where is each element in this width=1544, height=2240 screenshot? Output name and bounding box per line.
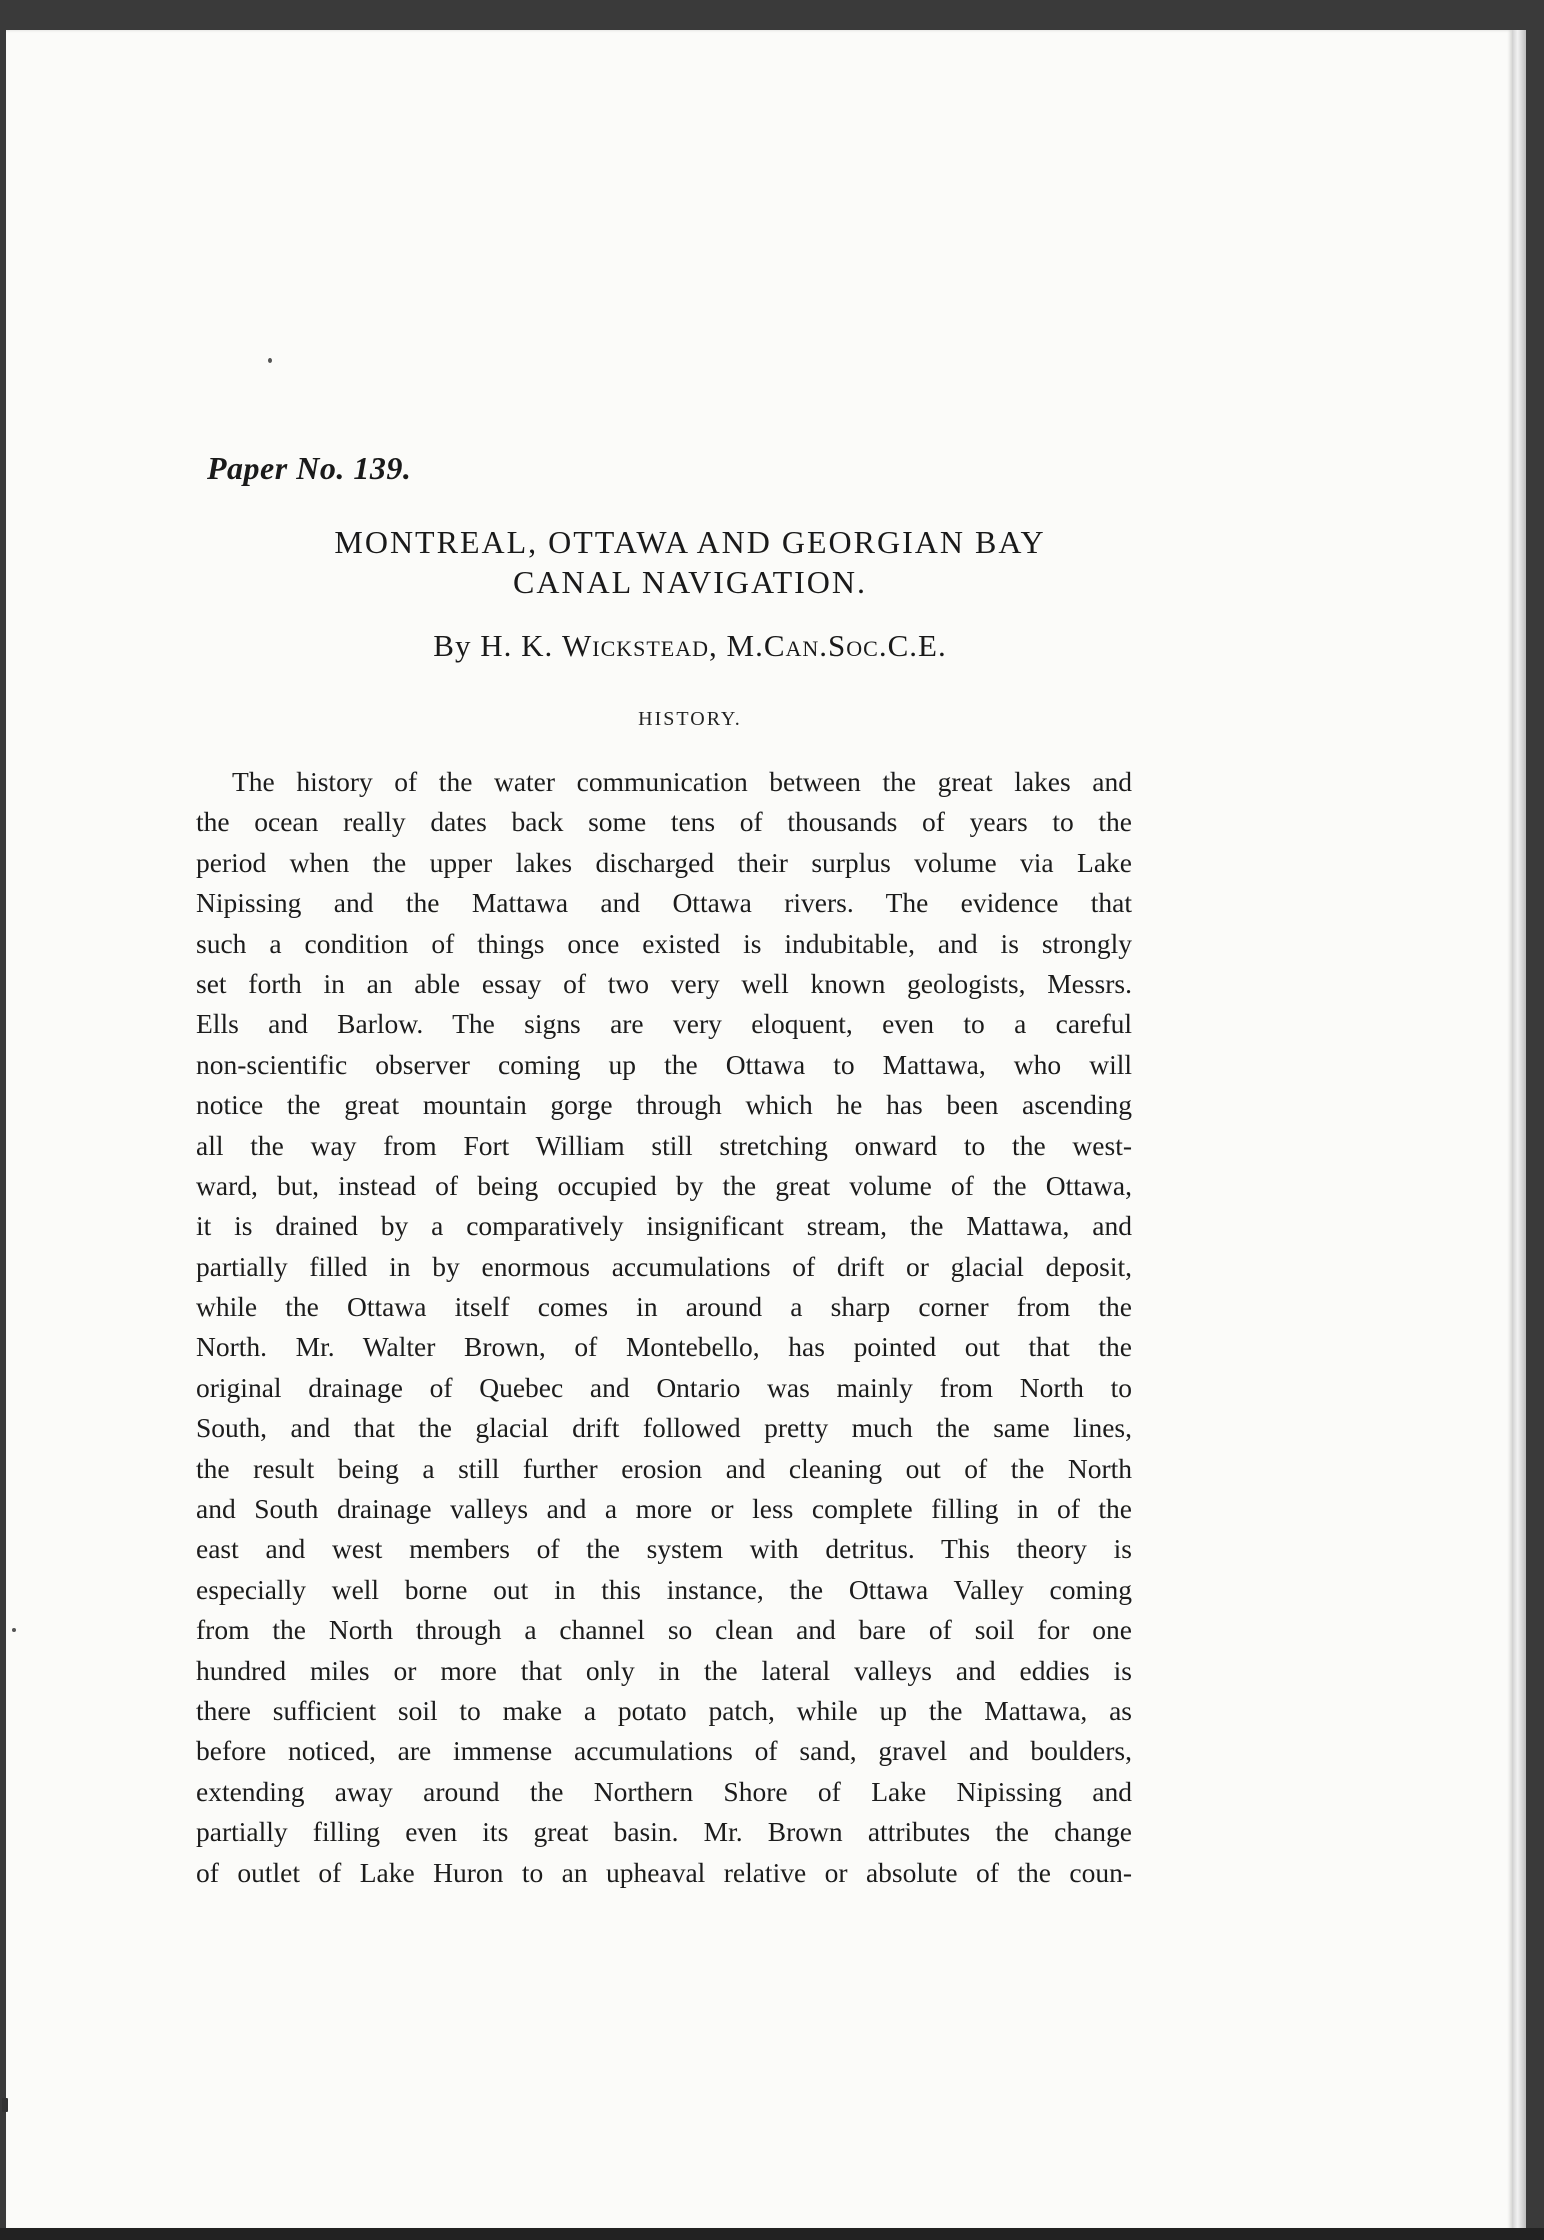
title-line-1: MONTREAL, OTTAWA AND GEORGIAN BAY [334, 524, 1046, 560]
paragraph-line: the result being a still further erosion and cleaning out of the North [196, 1452, 1132, 1484]
paragraph-line: especially well borne out in this instance, the Ottawa Valley coming [196, 1573, 1132, 1605]
section-heading: HISTORY. [638, 708, 742, 730]
article-title [190, 522, 1190, 602]
author-name: Wickstead, [561, 628, 718, 663]
byline-prefix: By H. K. [433, 628, 554, 663]
paragraph-line: from the North through a channel so clean and bare of soil for one [196, 1614, 1132, 1646]
paragraph-line: while the Ottawa itself comes in around a sharp corner from the [196, 1291, 1132, 1323]
scan-bottom-edge [0, 2228, 1544, 2240]
title-line-2: CANAL NAVIGATION. [513, 564, 867, 600]
paragraph-line: ward, but, instead of being occupied by the great volume of the Ottawa, [196, 1169, 1132, 1201]
paragraph-line: North. Mr. Walter Brown, of Montebello, has pointed out that the [196, 1331, 1132, 1363]
scan-speck [2, 2098, 8, 2112]
paragraph-line: South, and that the glacial drift followed pretty much the same lines, [196, 1412, 1132, 1444]
paragraph-line: period when the upper lakes discharged their surplus volume via Lake [196, 846, 1132, 878]
paragraph-line: set forth in an able essay of two very well known geologists, Messrs. [196, 967, 1132, 999]
paragraph-line: Nipissing and the Mattawa and Ottawa rivers. The evidence that [196, 887, 1132, 919]
author-credential: M.Can.Soc.C.E. [726, 628, 947, 663]
scan-speck [12, 1628, 16, 1632]
paragraph-line: before noticed, are immense accumulations of sand, gravel and boulders, [196, 1735, 1132, 1767]
paragraph-line: notice the great mountain gorge through which he has been ascending [196, 1089, 1132, 1121]
paragraph-line: non-scientific observer coming up the Ottawa to Mattawa, who will [196, 1048, 1132, 1080]
paragraph-line: hundred miles or more that only in the lateral valleys and eddies is [196, 1654, 1132, 1686]
paragraph-line: and South drainage valleys and a more or less complete filling in of the [196, 1493, 1132, 1525]
paper-number: Paper No. 139. [207, 450, 412, 486]
paragraph-line: extending away around the Northern Shore of Lake Nipissing and [196, 1775, 1132, 1807]
paragraph-line: all the way from Fort William still stretching onward to the west- [196, 1129, 1132, 1161]
paragraph-line: partially filled in by enormous accumulations of drift or glacial deposit, [196, 1250, 1132, 1282]
paragraph-line: The history of the water communication between the great lakes and [232, 766, 1132, 797]
page-edge [1512, 30, 1526, 2230]
paragraph-line: partially filling even its great basin. Mr. Brown attributes the change [196, 1816, 1132, 1848]
scan-speck [268, 358, 272, 363]
paragraph-line: original drainage of Quebec and Ontario was mainly from North to [196, 1371, 1132, 1403]
paragraph-line: it is drained by a comparatively insignificant stream, the Mattawa, and [196, 1210, 1132, 1242]
paragraph-line: there sufficient soil to make a potato patch, while up the Mattawa, as [196, 1694, 1132, 1726]
paragraph-line: the ocean really dates back some tens of thousands of years to the [196, 806, 1132, 838]
paragraph-line: of outlet of Lake Huron to an upheaval relative or absolute of the coun- [196, 1856, 1132, 1888]
body-paragraph [196, 762, 1132, 1893]
paragraph-line: east and west members of the system with detritus. This theory is [196, 1533, 1132, 1565]
paragraph-line: such a condition of things once existed is indubitable, and is strongly [196, 927, 1132, 959]
byline [190, 628, 1190, 664]
paragraph-line: Ells and Barlow. The signs are very eloquent, even to a careful [196, 1008, 1132, 1040]
